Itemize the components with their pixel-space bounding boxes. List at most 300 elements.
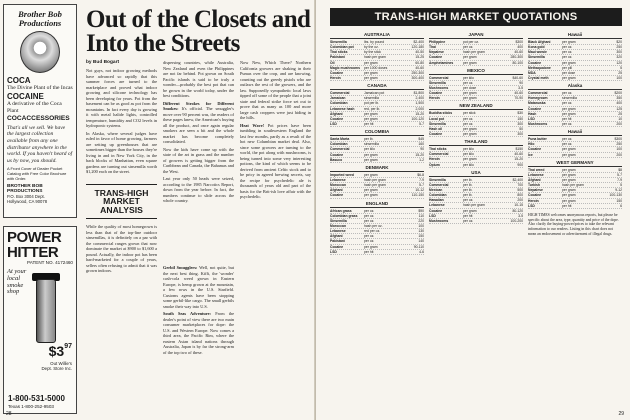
quote-price: 5-7 <box>419 121 424 126</box>
quote-price: 500 <box>517 187 523 192</box>
quote-description: per gram <box>364 152 378 157</box>
page-number-left: 28 <box>6 411 12 417</box>
quote-item: LSD <box>528 116 535 121</box>
quote-item: Commercial <box>429 152 449 157</box>
quote-price: 300 <box>517 131 523 136</box>
quote-description: per gram <box>463 55 477 60</box>
quotations-columns <box>330 30 622 400</box>
quote-item: Afghani <box>330 111 343 116</box>
quote-price: 160 <box>418 142 424 147</box>
region-heading: AUSTRALIA <box>330 32 424 39</box>
quote-description: by the oz. <box>364 45 379 50</box>
region-heading: Alaska <box>528 83 622 90</box>
quote-item: Thai <box>429 45 436 50</box>
quote-item: Santa Marta <box>330 137 350 142</box>
quote-description: per gram <box>562 193 576 198</box>
power-hitter-title-2: HITTER <box>7 244 59 261</box>
quote-item: Buddha sticks <box>429 111 453 116</box>
quote-item: Puna butter <box>528 137 547 142</box>
quote-description: per gram <box>562 198 576 203</box>
quote-item: Heroin <box>429 157 440 162</box>
quote-price: $8 <box>618 167 622 172</box>
quote-description: per gram <box>562 106 576 111</box>
quote-item: Cocaine <box>528 147 542 152</box>
quote-description: per oz. <box>364 234 375 239</box>
quote-item: Afghani <box>330 188 343 193</box>
region-heading: DENMARK <box>330 165 424 172</box>
region-heading: Hawaii <box>528 32 622 39</box>
quote-price: 6 <box>620 203 622 208</box>
quote-description: per kilo <box>463 75 474 80</box>
quote-description: per kilo <box>463 162 474 167</box>
quote-description: per hit <box>463 213 473 218</box>
quote-price: 120-180 <box>411 45 424 50</box>
ad-company-name: BROTHER BOB PRODUCTIONS <box>7 183 43 194</box>
quote-price: 220 <box>418 218 424 223</box>
quote-price: $300 <box>614 137 622 142</box>
article <box>86 2 312 412</box>
quote-description: per gram <box>463 208 477 213</box>
cocaccessories-heading: COCACCESSORIES <box>7 115 70 123</box>
quote-description: per kilo <box>463 152 474 157</box>
right-page <box>316 0 630 420</box>
quote-item: Cocaine <box>429 208 443 213</box>
quote-item: Homegrown <box>528 96 548 101</box>
quote-description: per kilo <box>364 147 375 152</box>
quote-item: Heroin <box>528 198 539 203</box>
quote-price: 150 <box>616 198 622 203</box>
quote-description: per oz. <box>562 101 573 106</box>
analysis-title: TRANS-HIGH MARKET ANALYSIS <box>94 188 149 215</box>
quote-item: Mushrooms <box>429 218 449 223</box>
region-heading: JAPAN <box>429 32 523 39</box>
quote-description: per oz. <box>562 142 573 147</box>
quote-description: per oz. <box>364 239 375 244</box>
article-paragraph: Not guys, not indoor growing methods have advanced so rapidly that this summer forces are turned to the marketplace and proved what indoor growing and silicone technology has been developing for years. Pot from the basement can be as good as pot from the mountains. In fact every day is growing it with metal halide lights, controlled temperature, humidity and CO2 levels in hydroponic systems. <box>86 68 157 129</box>
article-subhead: Heat Wave! <box>240 122 265 128</box>
article-paragraph: Now New, Which There? Northern California growers are shaking in their Pumas over the crop, and are knowing, counting out the greedy pistols who are outlaws the rest of the growers, and the law. Supposedly sympathetic local laws tipped off some of the people that a joint state and federal strike force set out to prove that as many as 100 and more large cash croppers were just hiding in the hills. <box>240 60 311 120</box>
quote-price: 90 <box>519 80 523 85</box>
quote-price: 400 <box>616 101 622 106</box>
power-hitter-device-icon <box>36 279 56 343</box>
quote-price: 200 <box>616 152 622 157</box>
quote-item: Cocaine <box>528 106 542 111</box>
phone-block <box>8 395 65 409</box>
quote-item: Lebanese <box>429 203 445 208</box>
portrait-illustration-icon <box>20 31 60 73</box>
quote-row <box>528 153 622 158</box>
quote-description: red, per lb. <box>364 106 381 111</box>
quote-item: Mexican <box>429 187 443 192</box>
quote-item: Colombian <box>330 101 348 106</box>
article-column-1 <box>86 60 157 177</box>
quotations-column-3 <box>528 30 622 236</box>
quote-price: 5-7 <box>419 183 424 188</box>
price-dollars: $3 <box>48 343 65 359</box>
quote-price: 50 <box>519 126 523 131</box>
quote-item: MDA <box>528 70 536 75</box>
quote-price: 300 <box>517 121 523 126</box>
analysis-box <box>86 184 157 219</box>
quote-price: 15-20 <box>514 157 523 162</box>
quote-price: 2,400 <box>415 96 424 101</box>
article-headline: Out of the Closets and Into the Streets <box>86 6 311 57</box>
region-heading: MEXICO <box>429 68 523 75</box>
quote-price: $45 <box>418 137 424 142</box>
quote-price: $1,800 <box>413 91 424 96</box>
quote-row <box>528 204 622 209</box>
quote-description: per gram <box>562 167 576 172</box>
quote-row <box>528 122 622 127</box>
quote-row <box>429 61 523 66</box>
quote-price: $300 <box>515 40 523 44</box>
quote-price: 100-130 <box>609 193 622 198</box>
quote-price: 25 <box>618 111 622 116</box>
quote-item: Lebanese <box>330 177 346 182</box>
quote-price: 200 <box>616 121 622 126</box>
quote-price: 250-300 <box>411 70 424 75</box>
cocaine-heading: COCAINE <box>7 92 44 102</box>
quote-price: $30 <box>517 111 523 116</box>
quote-item: Lebanese <box>330 229 346 234</box>
quote-description: per lb. <box>364 137 374 142</box>
quote-description: per hit <box>364 121 374 126</box>
quote-price: $40-60 <box>512 75 523 80</box>
article-paragraph: Last year only 50 heads were seized, according to the 1985 Narcotics Report, down from the year before. In fact, the numbers continue to slide across the whole country. <box>163 176 234 203</box>
quote-price: 250 <box>616 45 622 50</box>
quotations-banner: TRANS-HIGH MARKET QUOTATIONS <box>330 8 622 26</box>
quote-item: Turkish <box>528 183 540 188</box>
quote-row <box>528 76 622 81</box>
quote-price: 80-100 <box>512 60 523 65</box>
quote-price: 10-12 <box>415 188 424 193</box>
quote-description: per gram <box>562 172 576 177</box>
quote-price: 100 <box>616 147 622 152</box>
quote-price: 60-80 <box>415 60 424 65</box>
quote-description: per gram <box>364 75 378 80</box>
quote-item: Kona gold <box>528 45 545 50</box>
quote-item: Sinsemilla <box>429 121 446 126</box>
quote-description: per oz. <box>463 198 474 203</box>
quotations-column-1 <box>330 30 424 255</box>
region-heading: CANADA <box>330 83 424 90</box>
quote-description: per gram <box>463 91 477 96</box>
quote-item: Nepalese <box>528 188 543 193</box>
quote-item: LSD <box>330 121 337 126</box>
quote-price: 350 <box>616 96 622 101</box>
quote-description: hash per gram <box>364 177 386 182</box>
quote-row <box>330 158 424 163</box>
quote-price: 3-5 <box>518 85 523 90</box>
phone-number-texas[interactable]: Texas 1-800-252-9503 <box>8 404 54 409</box>
quote-description: per gram <box>364 188 378 193</box>
region-heading: Hawaii <box>528 129 622 136</box>
quote-item: Cocaine <box>330 244 344 249</box>
quotations-note: HIGH TIMES welcomes anonymous reports, but please be specific about the area, type, quantity and price of the dope. Also clarify the buying-power/prices to take the relevant information to our readers. Listing in this chart does not mean an endorsement or advertisement of illegal drugs. <box>528 212 619 236</box>
quote-price: 40-60 <box>415 65 424 70</box>
quote-item: Sinsemilla <box>528 55 545 60</box>
quote-description: red per oz. <box>364 229 381 234</box>
quote-price: 25 <box>618 70 622 75</box>
seller-info <box>41 361 72 372</box>
quote-price: $20 <box>616 40 622 44</box>
quote-price: 40-60 <box>514 91 523 96</box>
quote-item: Commercial <box>528 91 548 96</box>
power-hitter-ad[interactable] <box>3 226 77 414</box>
quote-item: Afghani <box>528 177 541 182</box>
quote-item: Local pot <box>429 116 445 121</box>
quote-row <box>330 250 424 255</box>
quote-description: hash per gram <box>463 203 485 208</box>
quote-row <box>330 76 424 81</box>
quote-description: Jamaican pot <box>364 91 385 96</box>
quote-price: $6-8 <box>417 172 424 177</box>
region-heading: USA <box>429 170 523 177</box>
quote-item: Commercial <box>429 182 449 187</box>
quote-item: Nepalese <box>429 50 444 55</box>
quote-item: Lebanese hash <box>330 106 355 111</box>
quote-description: per gram <box>364 70 378 75</box>
quote-price: $200 <box>614 91 622 96</box>
quote-row <box>429 163 523 168</box>
price <box>49 343 72 359</box>
quote-price: 700 <box>517 182 523 187</box>
article-subhead: Gerbil Smugglers: <box>163 265 198 270</box>
quote-description: hash per gram <box>562 183 584 188</box>
quote-description: per gram <box>364 157 378 162</box>
quote-item: Crystal meth <box>528 75 549 80</box>
quote-price: 70-90 <box>514 96 523 101</box>
quote-description: per oz. <box>562 91 573 96</box>
article-column-3 <box>240 60 311 202</box>
quote-description: sinsemilla <box>364 96 379 101</box>
quote-description: per 1000 doses <box>364 65 388 70</box>
quote-description: per gram <box>463 131 477 136</box>
quote-description: per lb. <box>463 193 473 198</box>
quote-row <box>429 219 523 224</box>
quote-price: 5 <box>620 65 622 70</box>
quote-description: per oz. <box>364 218 375 223</box>
quote-item: Colombian <box>429 193 447 198</box>
quote-item: Heroin <box>429 96 440 101</box>
quote-item: Commercial <box>330 147 350 152</box>
quote-description: per oz. <box>562 45 573 50</box>
quote-item: Moroccan <box>330 183 347 188</box>
quote-price: 110 <box>418 213 424 218</box>
quote-item: Methaqualone <box>528 65 551 70</box>
quote-price: 800 <box>517 193 523 198</box>
quote-price: 10 <box>618 116 622 121</box>
quote-description: per oz. <box>463 116 474 121</box>
quote-item: Cocaine <box>528 193 542 198</box>
quote-item: LSD <box>330 249 337 254</box>
quote-description: by the stick <box>364 50 381 55</box>
quote-price: 150 <box>418 234 424 239</box>
ad-company-arc: Brother Bob Productions <box>18 9 62 28</box>
quote-description: per oz. <box>562 55 573 60</box>
coca-subtext: The Divine Plant of the Incas <box>7 85 73 91</box>
ads-column <box>0 0 80 420</box>
quote-description: hash per gram <box>364 183 386 188</box>
quote-price: 40-50 <box>415 50 424 55</box>
quote-price: 15-20 <box>415 152 424 157</box>
brother-bob-ad[interactable] <box>3 4 77 218</box>
quote-price: 320 <box>616 55 622 60</box>
phone-number-main[interactable]: 1-800-531-5000 <box>8 394 65 404</box>
quote-item: Colombian grass <box>330 213 358 218</box>
quote-price: 4-6 <box>419 249 424 254</box>
catalog-offer: A Front Cover of Dealer Pocket Catalog with Free Color Brochure with Order. <box>7 166 67 182</box>
quote-price: 250 <box>616 142 622 147</box>
quote-item: Commercial <box>429 75 449 80</box>
article-paragraph: In Alaska, where several judges have ruled in favor of home growing, farmers are setting up greenhouses that are sometimes bigger than the houses they're living in and in New York City, in the back blocks of Manhattan, even square gardens are turning out sinsemilla worth $1,200 each on the street. <box>86 130 157 175</box>
quote-item: Cocaine <box>330 193 344 198</box>
quote-price: 40-60 <box>514 50 523 55</box>
quote-description: per gram <box>562 75 576 80</box>
quote-item: Oil <box>330 60 335 65</box>
quote-price: 80-120 <box>512 208 523 213</box>
quote-item: Cocaine <box>429 91 443 96</box>
article-paragraph: It's official. The smuggler's move over 90 percent was, the readers of these pages knew, the American's buying all the product, and once again regular smokers are seen a bit and the whole market has become completely consolidated. <box>163 106 234 144</box>
quote-item: Sinsemilla <box>429 177 446 182</box>
quote-price: 40-60 <box>514 152 523 157</box>
article-column-2 <box>163 60 234 206</box>
quote-description: per stick <box>463 111 476 116</box>
quote-description: per oz. <box>463 218 474 223</box>
article-paragraph: Pot prices have been tumbling in southwestern England the last few months, partly as a result of the hot new Columbian market deal. Also, since some growers are turning to the world, the pot along with mushrooms, is being turned into some very interesting potions, the kind of which seems to be derived from ancient Celtic stock and to be pricy in agreed brewing secrets, say the recipe for psychedelic ale is thousands of years old and part of the basis for the Brit-ish love affair with the psychedelic. <box>240 122 312 199</box>
quote-item: LSD <box>429 213 436 218</box>
quote-description: per lb. <box>463 182 473 187</box>
quote-description: per oz. <box>463 45 474 50</box>
quote-price: 150 <box>517 116 523 121</box>
quote-price: 130 <box>418 229 424 234</box>
quote-item: Mushrooms <box>429 85 449 90</box>
seller-line-2: Dept. Store Inc. <box>41 366 72 372</box>
quote-item: Jamaican <box>330 96 346 101</box>
quote-item: Thai sticks <box>330 50 348 55</box>
quote-price: 2,000 <box>415 106 424 111</box>
power-hitter-tagline: At your local smoke shop <box>7 268 27 296</box>
patent-number: PATENT NO. 4172460 <box>27 260 73 265</box>
quote-item: Cocaine <box>429 55 443 60</box>
quote-description: per kilo <box>463 147 474 152</box>
article-paragraph: Now the kids have come up with the state of the art in grass and the number of growers is getting bigger from the Caribbean and Canada, the Bahamas and the West. <box>163 146 234 174</box>
quote-description: per gram <box>562 111 576 116</box>
seller-line-1: Out Willie's <box>50 361 72 366</box>
quote-item: Cocaine <box>330 152 344 157</box>
quote-price: 900 <box>517 162 523 167</box>
quote-price: 100 <box>418 223 424 228</box>
quote-item: Cocaine <box>429 131 443 136</box>
quote-description: per gram <box>562 152 576 157</box>
article-paragraph: From the dealer's point of view there are two main consumer marketplaces for dope: the U.S. and Western Europe. Now comes a third area, the Pacific Rim, where the eastern Asian island nations through Australia, Japan is by far the strong-arm of the top two of these. <box>163 311 234 355</box>
quote-price: $2,400 <box>512 177 523 182</box>
quote-price: 5-7 <box>617 172 622 177</box>
quote-description: per oz. <box>463 80 474 85</box>
quote-price: 300 <box>616 50 622 55</box>
quote-description: per gram <box>364 60 378 65</box>
quote-price: $90 <box>418 208 424 213</box>
quote-description: per gram <box>463 60 477 65</box>
quote-row <box>429 96 523 101</box>
quote-description: lbs. by pound <box>364 40 385 44</box>
quote-description: per pill <box>562 65 572 70</box>
page-number-right: 29 <box>618 411 624 417</box>
quote-description: per gram <box>562 177 576 182</box>
quote-price: $150 <box>515 147 523 152</box>
quote-description: per gram <box>364 111 378 116</box>
quote-description: per oz. <box>463 121 474 126</box>
article-paragraph: While the quality of most homegrown is less than that of the top-line outdoor sinsemillas, it is definitely on a par with the commercial ranges grown that now dominate the market at $900 to $1,600 a pound. Actually, the indoor pot has been hard-marketed for a couple of years, sellers often refusing to admit that it was grown indoors. <box>86 224 157 274</box>
quote-item: Imported weed <box>330 172 354 177</box>
quote-description: per oz. <box>562 137 573 142</box>
quote-description: pot per lb. <box>364 101 380 106</box>
quote-price: 90 <box>420 147 424 152</box>
ad-address-line-1: P.O. Box 3004 Dept. <box>7 193 45 199</box>
quote-price: 140 <box>418 239 424 244</box>
quote-row <box>330 122 424 127</box>
region-heading: COLOMBIA <box>330 129 424 136</box>
quote-price: 15-25 <box>415 55 424 60</box>
quote-item: Ice <box>528 152 533 157</box>
quote-row <box>330 193 424 198</box>
quote-item: Hawaiian <box>429 198 444 203</box>
quote-item: Sinsemilla <box>429 80 446 85</box>
quote-price: 7-9 <box>617 177 622 182</box>
quote-item: Moroccan <box>330 223 347 228</box>
quote-item: Sinsemilla <box>330 218 347 223</box>
quote-price: 120 <box>616 60 622 65</box>
ad-address-line-2: Hollywood, CA 90078 <box>7 198 48 204</box>
quote-row <box>429 132 523 137</box>
quote-description: per gram <box>364 193 378 198</box>
quote-price: 200 <box>517 198 523 203</box>
quote-description: per oz. <box>562 50 573 55</box>
quote-item: Opium <box>429 162 440 167</box>
quote-item: Hilo <box>528 142 535 147</box>
quote-description: per gram <box>364 116 378 121</box>
quote-item: Thai weed <box>528 167 545 172</box>
quote-item: Magic mushrooms <box>330 65 360 70</box>
quote-price: 1-2 <box>419 157 424 162</box>
quote-item: Hash oil <box>429 126 443 131</box>
quote-item: Colombian pot <box>330 45 354 50</box>
quote-price: 100-200 <box>510 218 523 223</box>
quote-description: per oz. <box>562 121 573 126</box>
quote-item: Amphetamines <box>429 60 454 65</box>
quote-description: per hit <box>364 249 374 254</box>
quote-price: 280-300 <box>510 55 523 60</box>
quote-description: per lb. <box>463 187 473 192</box>
quote-item: Cocaine <box>330 70 344 75</box>
quote-description: per gram <box>562 188 576 193</box>
quote-description: per gram <box>364 244 378 249</box>
quote-item: Matanuska <box>528 101 546 106</box>
quote-description: per gram <box>562 60 576 65</box>
article-column-2-lower <box>163 265 234 357</box>
region-heading: ENGLAND <box>330 201 424 208</box>
region-heading: NEW ZEALAND <box>429 103 523 110</box>
quote-description: per oz. <box>364 213 375 218</box>
quote-item: Heroin <box>330 75 341 80</box>
quote-price: 9-12 <box>615 188 622 193</box>
quote-item: Colombian <box>330 142 348 147</box>
article-subhead: South Seas Adventure: <box>163 311 211 316</box>
power-hitter-title-1: POWER <box>7 229 62 246</box>
quote-item: Maui wowie <box>528 50 547 55</box>
quote-item: African grass <box>330 208 352 213</box>
quote-item: Commercial <box>330 91 350 96</box>
